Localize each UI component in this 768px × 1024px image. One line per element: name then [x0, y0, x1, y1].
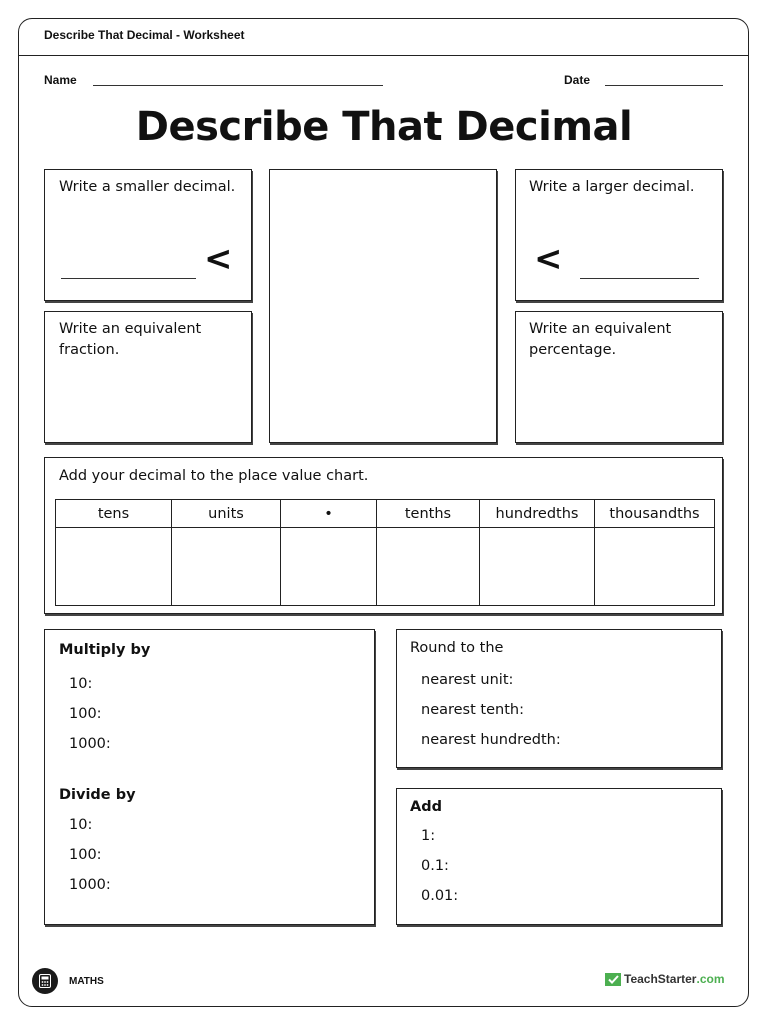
page-title: Describe That Decimal: [135, 104, 633, 150]
cell-thousandths[interactable]: [595, 528, 715, 606]
divide-item: 1000:: [69, 877, 111, 893]
round-item: nearest unit:: [421, 672, 514, 688]
round-item: nearest tenth:: [421, 702, 524, 718]
name-line[interactable]: [93, 85, 383, 86]
sheet-title: Describe That Decimal - Worksheet: [44, 28, 245, 42]
header-divider: [18, 55, 749, 56]
add-heading: Add: [410, 799, 442, 815]
check-icon: [605, 973, 621, 986]
multiply-item: 100:: [69, 706, 102, 722]
divide-heading: Divide by: [59, 787, 136, 803]
cell-tenths[interactable]: [377, 528, 480, 606]
column-header-decimal-point: •: [281, 500, 377, 528]
cell-decimal-point[interactable]: [281, 528, 377, 606]
subject-label: MATHS: [69, 976, 104, 987]
smaller-decimal-prompt: Write a smaller decimal.: [59, 179, 236, 195]
place-value-prompt: Add your decimal to the place value chart.: [59, 468, 369, 484]
date-line[interactable]: [605, 85, 723, 86]
multiply-item: 10:: [69, 676, 93, 692]
add-item: 0.1:: [421, 858, 449, 874]
divide-item: 10:: [69, 817, 93, 833]
brand-logo: [605, 972, 725, 986]
larger-decimal-prompt: Write a larger decimal.: [529, 179, 695, 195]
round-item: nearest hundredth:: [421, 732, 561, 748]
column-header-hundredths: hundredths: [480, 500, 595, 528]
divide-item: 100:: [69, 847, 102, 863]
decimal-box[interactable]: [269, 169, 497, 443]
add-box: [396, 788, 722, 925]
cell-units[interactable]: [172, 528, 281, 606]
name-label: Name: [44, 73, 77, 87]
larger-decimal-line[interactable]: [580, 278, 699, 279]
multiply-item: 1000:: [69, 736, 111, 752]
brand-name: TeachStarter: [624, 972, 697, 986]
round-heading: Round to the: [410, 640, 504, 656]
less-than-symbol: <: [204, 239, 233, 279]
calculator-icon: [32, 968, 58, 994]
add-item: 1:: [421, 828, 436, 844]
column-header-units: units: [172, 500, 281, 528]
fraction-prompt: Write an equivalent fraction.: [59, 321, 202, 358]
smaller-decimal-line[interactable]: [61, 278, 196, 279]
less-than-symbol: <: [534, 239, 563, 279]
percentage-prompt: Write an equivalent percentage.: [529, 321, 672, 358]
add-item: 0.01:: [421, 888, 459, 904]
column-header-tens: tens: [56, 500, 172, 528]
multiply-heading: Multiply by: [59, 642, 151, 658]
cell-hundredths[interactable]: [480, 528, 595, 606]
column-header-tenths: tenths: [377, 500, 480, 528]
date-label: Date: [564, 73, 591, 87]
place-value-chart: [55, 499, 715, 606]
cell-tens[interactable]: [56, 528, 172, 606]
brand-suffix: .com: [696, 972, 725, 986]
column-header-thousandths: thousandths: [595, 500, 715, 528]
